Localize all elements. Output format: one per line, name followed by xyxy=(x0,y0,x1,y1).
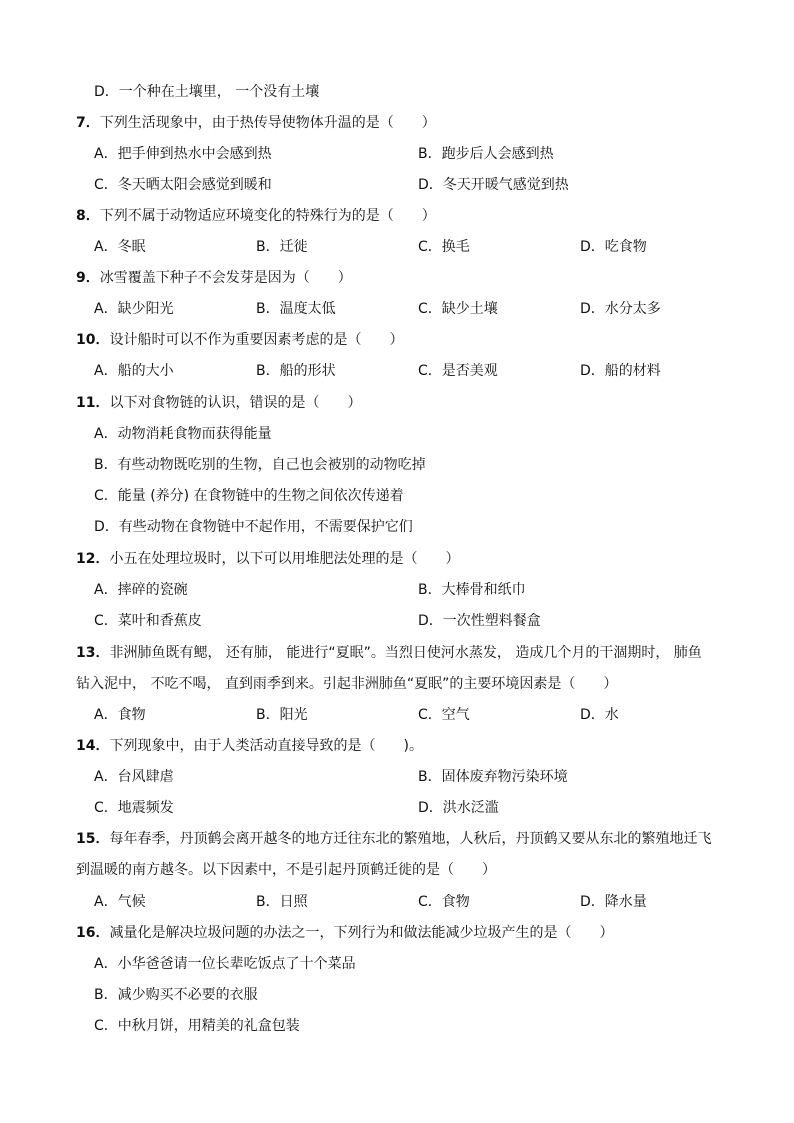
q11-option-b: B．有些动物既吃别的生物，自己也会被别的动物吃掉 xyxy=(94,457,426,473)
q14-text: 下列现象中，由于人类活动直接导致的是（ )。 xyxy=(109,738,423,754)
q6-option-d: D．一个种在土壤里， 一个没有土壤 xyxy=(94,84,320,100)
q7-option-d: D．冬天开暖气感觉到热 xyxy=(418,177,569,193)
q15-option-b: B．日照 xyxy=(256,894,308,910)
q7-stem xyxy=(76,114,436,132)
q13-option-d: D．水 xyxy=(580,707,619,723)
q16-stem xyxy=(76,924,613,942)
q8-stem xyxy=(76,207,436,225)
q7-option-a: A．把手伸到热水中会感到热 xyxy=(94,146,272,162)
q10-option-d: D．船的材料 xyxy=(580,363,661,379)
q14-number: 14． xyxy=(76,738,110,754)
q12-option-b: B．大棒骨和纸巾 xyxy=(418,582,526,598)
q8-text: 下列不属于动物适应环境变化的特殊行为的是（ ） xyxy=(99,208,436,224)
q13-stem xyxy=(76,644,702,662)
q10-stem xyxy=(76,331,403,349)
q8-number: 8． xyxy=(76,208,100,224)
q9-stem xyxy=(76,269,352,287)
q13-option-a: A．食物 xyxy=(94,707,146,723)
q15-option-a: A．气候 xyxy=(94,894,146,910)
q13-number: 13． xyxy=(76,645,110,661)
q13-stem-continued: 钻入泥中， 不吃不喝， 直到雨季到来。引起非洲肺鱼“夏眠”的主要环境因素是（ ） xyxy=(76,676,618,692)
q12-text: 小五在处理垃圾时，以下可以用堆肥法处理的是（ ） xyxy=(109,551,460,567)
q13-option-c: C．空气 xyxy=(418,707,470,723)
q14-option-d: D．洪水泛滥 xyxy=(418,800,499,816)
q9-number: 9． xyxy=(76,270,100,286)
q7-option-c: C．冬天晒太阳会感觉到暖和 xyxy=(94,177,272,193)
q7-option-b: B．跑步后人会感到热 xyxy=(418,146,554,162)
q16-option-a: A．小华爸爸请一位长辈吃饭点了十个菜品 xyxy=(94,956,356,972)
q9-text: 冰雪覆盖下种子不会发芽是因为（ ） xyxy=(99,270,352,286)
q11-option-d: D．有些动物在食物链中不起作用，不需要保护它们 xyxy=(94,519,413,535)
q8-option-c: C．换毛 xyxy=(418,239,470,255)
q15-text: 每年春季，丹顶鹤会离开越冬的地方迁往东北的繁殖地，人秋后，丹顶鹤又要从东北的繁殖地迁飞 xyxy=(109,831,712,847)
q15-stem-continued: 到温暖的南方越冬。以下因素中，不是引起丹顶鹤迁徙的是（ ） xyxy=(76,862,496,878)
q8-option-d: D．吃食物 xyxy=(580,239,647,255)
q16-number: 16． xyxy=(76,925,110,941)
q15-option-d: D．降水量 xyxy=(580,894,647,910)
q11-text: 以下对食物链的认识，错误的是（ ） xyxy=(109,395,362,411)
q11-stem xyxy=(76,394,361,412)
q15-option-c: C．食物 xyxy=(418,894,470,910)
q14-option-a: A．台风肆虐 xyxy=(94,769,174,785)
q14-option-c: C．地震频发 xyxy=(94,800,174,816)
q16-text: 减量化是解决垃圾问题的办法之一，下列行为和做法能减少垃圾产生的是（ ） xyxy=(109,925,614,941)
q10-number: 10． xyxy=(76,332,110,348)
q9-option-c: C．缺少土壤 xyxy=(418,301,498,317)
q11-number: 11． xyxy=(76,395,110,411)
q12-option-a: A．摔碎的瓷碗 xyxy=(94,582,188,598)
q16-option-b: B．减少购买不必要的衣服 xyxy=(94,987,258,1003)
q15-stem xyxy=(76,830,711,848)
q7-text: 下列生活现象中，由于热传导使物体升温的是（ ） xyxy=(99,115,436,131)
q9-option-d: D．水分太多 xyxy=(580,301,661,317)
q14-stem xyxy=(76,737,423,755)
q11-option-c: C．能量 (养分) 在食物链中的生物之间依次传递着 xyxy=(94,488,404,504)
q12-stem xyxy=(76,550,459,568)
q8-option-b: B．迁徙 xyxy=(256,239,308,255)
q7-number: 7． xyxy=(76,115,100,131)
q9-option-a: A．缺少阳光 xyxy=(94,301,174,317)
q14-option-b: B．固体废弃物污染环境 xyxy=(418,769,568,785)
q10-option-c: C．是否美观 xyxy=(418,363,498,379)
q15-number: 15． xyxy=(76,831,110,847)
q10-option-b: B．船的形状 xyxy=(256,363,336,379)
q9-option-b: B．温度太低 xyxy=(256,301,336,317)
q16-option-c: C．中秋月饼，用精美的礼盒包装 xyxy=(94,1018,300,1034)
q10-option-a: A．船的大小 xyxy=(94,363,174,379)
q13-option-b: B．阳光 xyxy=(256,707,308,723)
q13-text: 非洲肺鱼既有鳃， 还有肺， 能进行“夏眠”。当烈日使河水蒸发， 造成几个月的干涸期时， 肺鱼 xyxy=(109,645,702,661)
q12-number: 12． xyxy=(76,551,110,567)
q10-text: 设计船时可以不作为重要因素考虑的是（ ） xyxy=(109,332,404,348)
q8-option-a: A．冬眠 xyxy=(94,239,146,255)
q12-option-d: D．一次性塑料餐盒 xyxy=(418,613,541,629)
q12-option-c: C．菜叶和香蕉皮 xyxy=(94,613,202,629)
q11-option-a: A．动物消耗食物而获得能量 xyxy=(94,426,272,442)
